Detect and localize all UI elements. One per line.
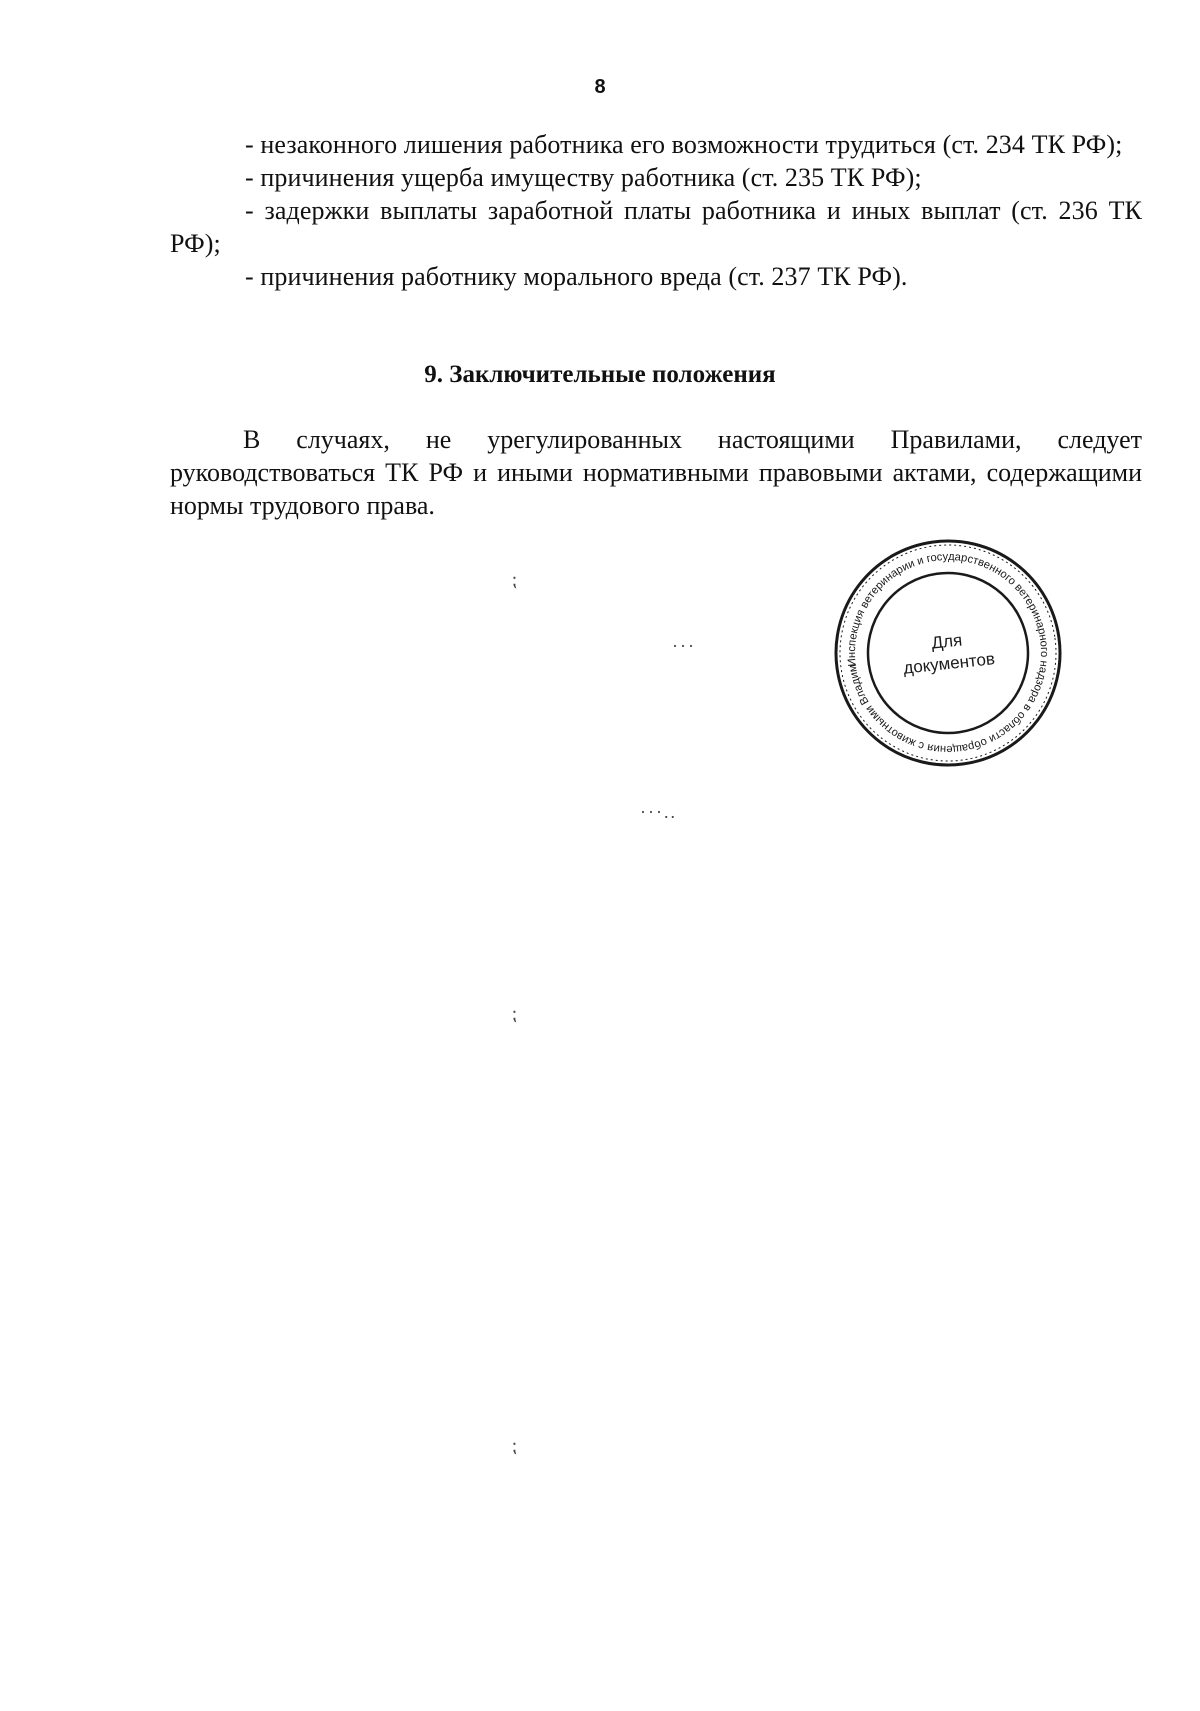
list-item: - задержки выплаты заработной платы работника и иных выплат (ст. 236 ТК РФ); xyxy=(170,196,1142,258)
scan-speck: ⁏ xyxy=(511,1436,518,1456)
stamp-dotted-ring xyxy=(830,535,1066,771)
final-provisions xyxy=(170,423,1142,522)
page-number: 8 xyxy=(594,76,606,98)
list-item: - причинения работнику морального вреда (ст. 237 ТК РФ). xyxy=(245,262,908,291)
stamp-inner-ring xyxy=(858,563,1039,744)
scan-speck: ··· xyxy=(672,636,696,656)
stamp-center-line2: документов xyxy=(902,649,996,678)
final-provisions-paragraph: В случаях, не урегулированных настоящими Правилами, следует руководствоваться ТК РФ и иными нормативными правовыми актами, содержащими нормы трудового права. xyxy=(170,425,1142,520)
scan-speck: ⁏ xyxy=(511,1004,518,1024)
stamp-outer-ring xyxy=(830,535,1066,771)
stamp-center-line1: Для xyxy=(930,630,964,653)
stamp-ring-text: Инспекция ветеринарии и государственного ветеринарного надзора в области обращения с животными Владимирской xyxy=(845,550,1051,756)
scan-speck: ···.. xyxy=(640,802,677,822)
section-heading: 9. Заключительные положения xyxy=(424,361,776,388)
list-item: - незаконного лишения работника его возможности трудиться (ст. 234 ТК РФ); xyxy=(245,130,1123,159)
scan-speck: ⁏ xyxy=(511,570,518,590)
liability-list xyxy=(170,128,1142,293)
list-item: - причинения ущерба имуществу работника (ст. 235 ТК РФ); xyxy=(245,163,922,192)
official-stamp xyxy=(830,535,1066,771)
